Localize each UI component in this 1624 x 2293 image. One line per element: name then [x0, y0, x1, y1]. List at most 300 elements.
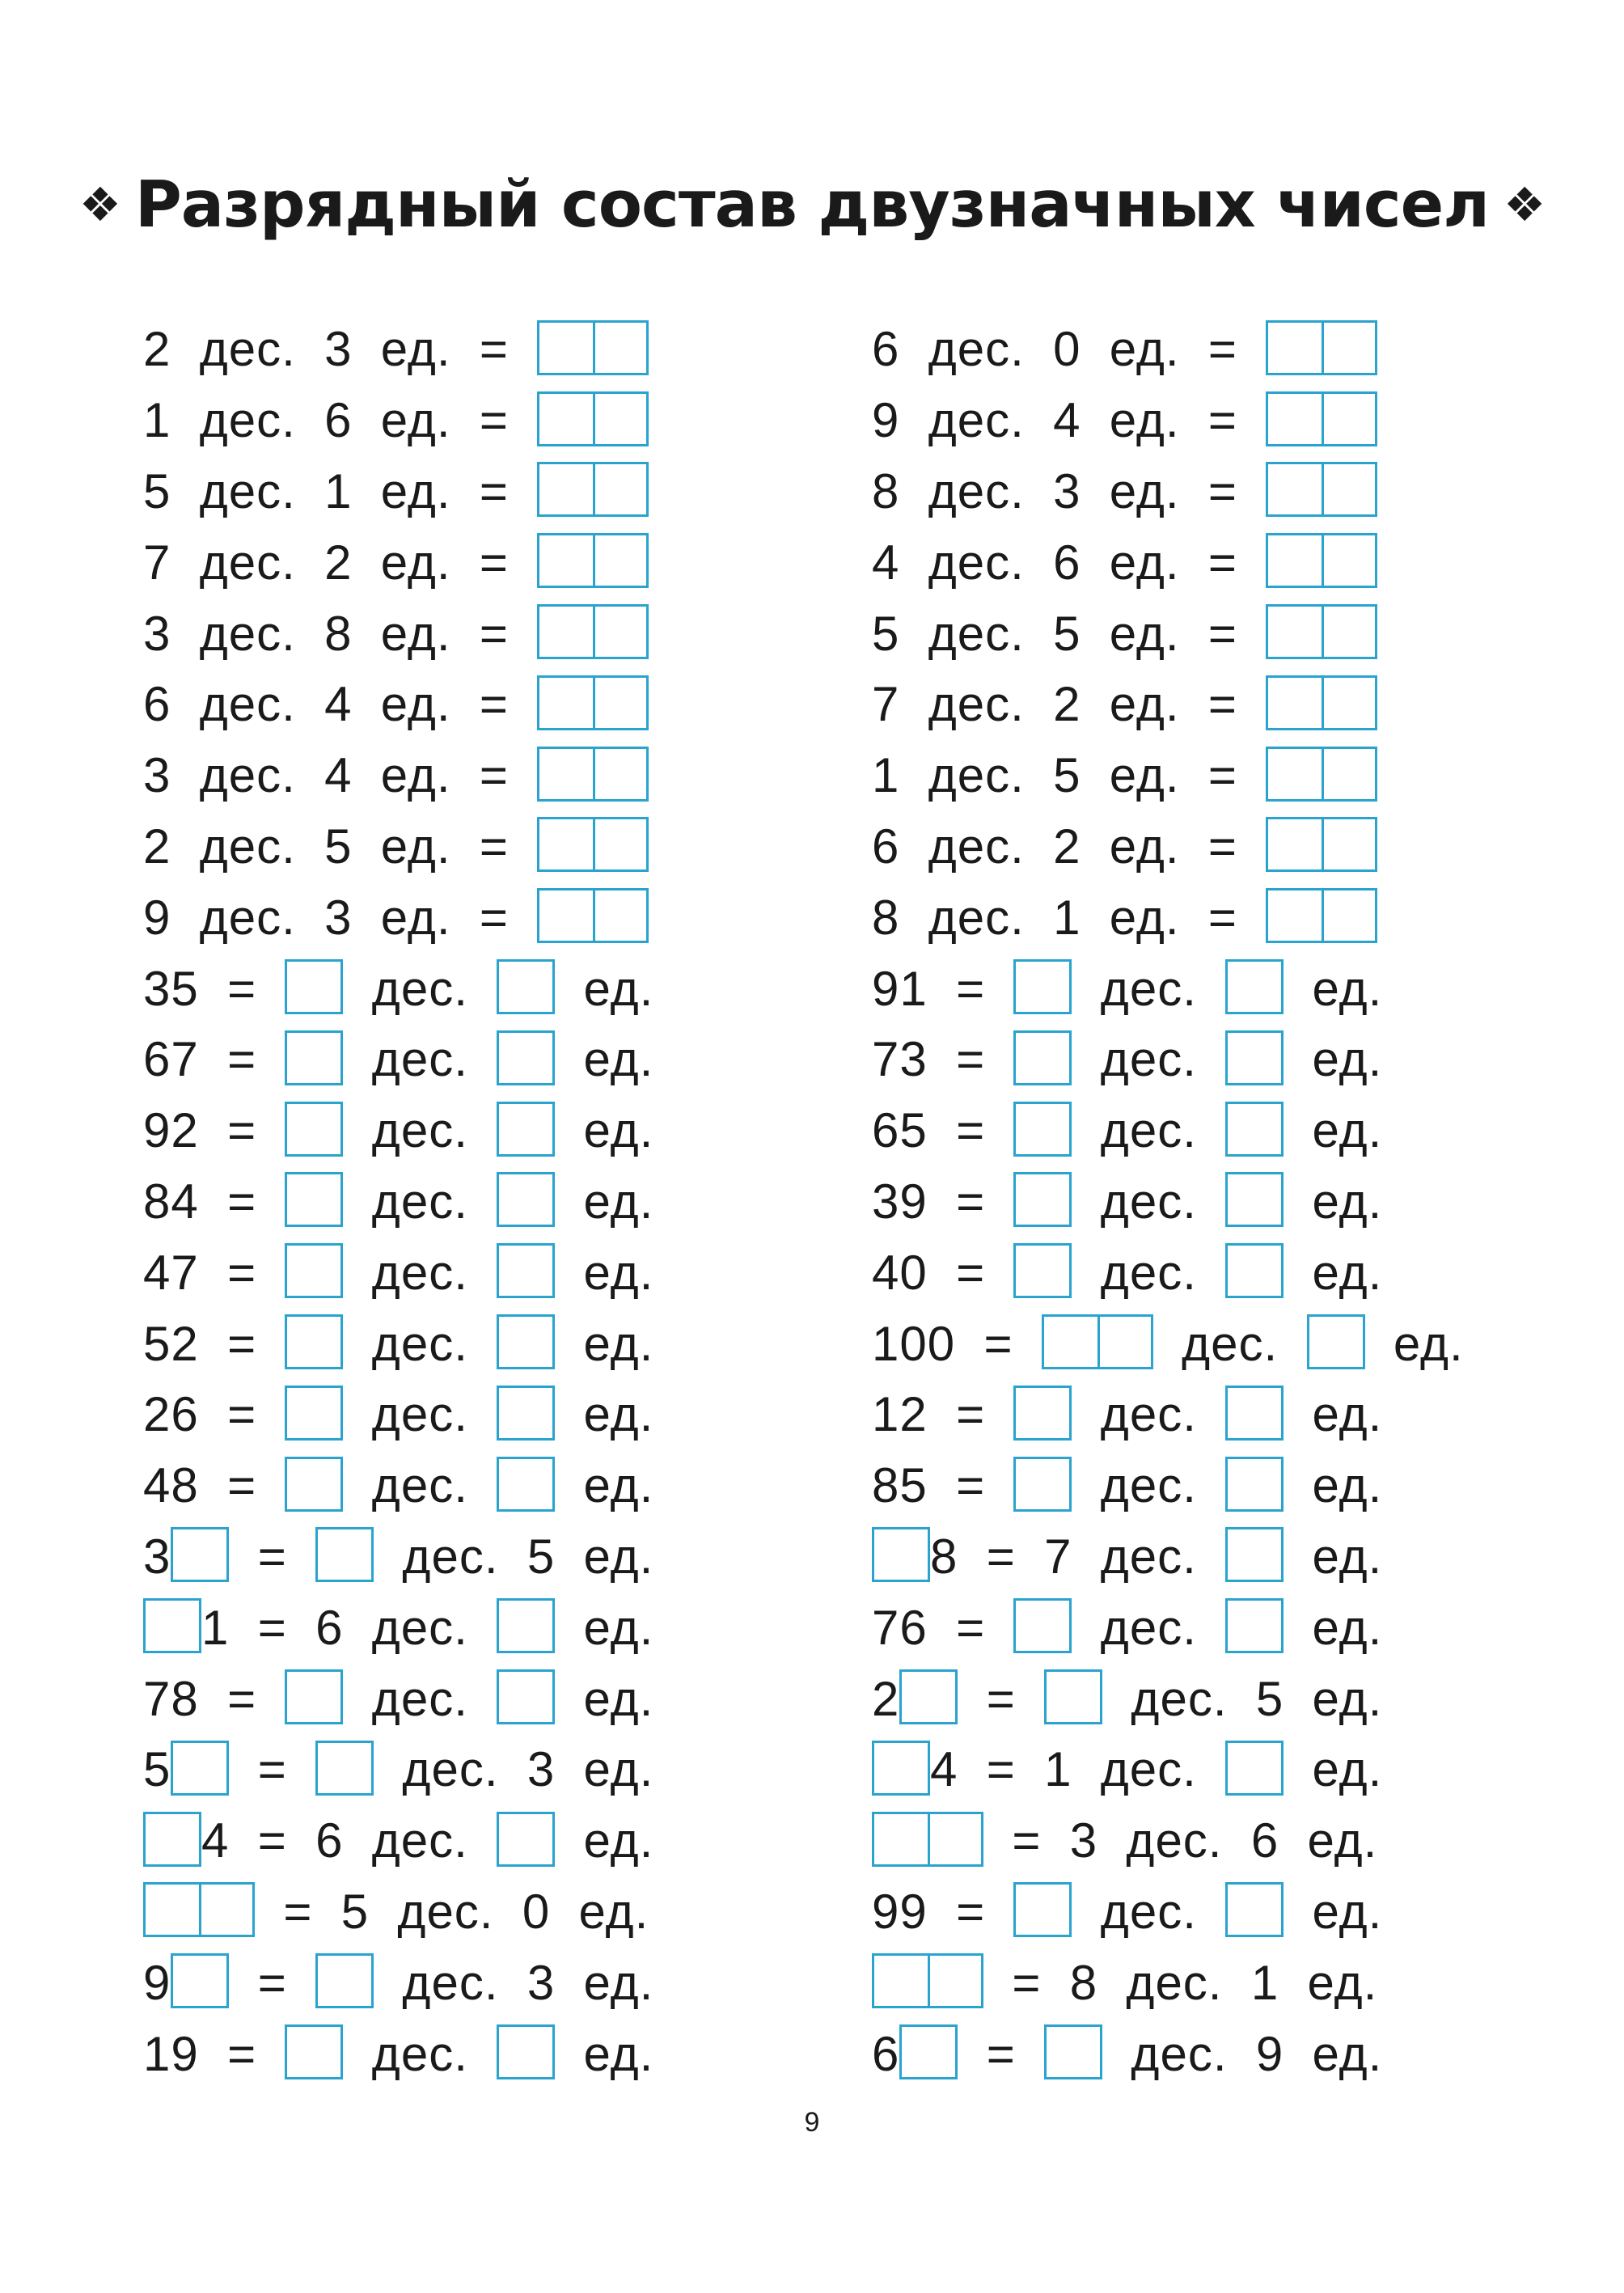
answer-box-two-digit[interactable] [537, 462, 649, 517]
answer-box[interactable] [1225, 1527, 1284, 1582]
answer-cell[interactable] [593, 394, 646, 444]
answer-cell[interactable] [593, 891, 646, 941]
answer-box[interactable] [285, 1102, 343, 1157]
answer-box-two-digit[interactable] [1266, 675, 1377, 730]
exercise-text: 40 = [872, 1245, 1014, 1300]
answer-box-two-digit[interactable] [1266, 462, 1377, 517]
answer-box[interactable] [171, 1741, 229, 1796]
answer-box[interactable] [285, 1457, 343, 1512]
answer-cell[interactable] [1228, 1601, 1281, 1651]
answer-cell[interactable] [287, 1317, 340, 1367]
answer-cell[interactable] [593, 749, 646, 799]
answer-box[interactable] [1013, 1243, 1072, 1298]
exercise-text: 67 = [143, 1032, 285, 1087]
exercise-text: 9 [143, 1955, 171, 2010]
answer-box[interactable] [497, 2024, 555, 2079]
exercise-text: ед. [1284, 1529, 1383, 1584]
exercise-text: 8 дес. 3 ед. = [872, 463, 1267, 518]
exercise-line [872, 314, 1464, 385]
answer-cell[interactable] [499, 1246, 552, 1296]
exercise-line [872, 1521, 1464, 1593]
answer-cell[interactable] [499, 1317, 552, 1367]
answer-cell[interactable] [539, 394, 593, 444]
exercise-line [143, 811, 653, 882]
answer-box[interactable] [1013, 1882, 1072, 1937]
answer-cell[interactable] [1268, 607, 1322, 657]
exercise-text: ед. [1284, 1742, 1383, 1797]
answer-cell[interactable] [1309, 1317, 1363, 1367]
exercise-text: 6 дес. 2 ед. = [872, 819, 1267, 874]
answer-box-two-digit[interactable] [537, 320, 649, 375]
exercise-line [872, 740, 1464, 811]
exercise-text: ед. [1284, 1458, 1383, 1513]
exercise-text: дес. [343, 961, 497, 1016]
exercise-text: 85 = [872, 1458, 1014, 1513]
exercise-text: дес. [1072, 1245, 1226, 1300]
exercise-text: 3 [143, 1529, 171, 1584]
exercise-text: ед. [555, 1671, 654, 1726]
page-title [0, 160, 1624, 254]
answer-cell[interactable] [539, 535, 593, 586]
exercise-text: ед. [555, 1316, 654, 1371]
answer-cell[interactable] [146, 1885, 199, 1935]
exercise-text: дес. [1152, 1316, 1307, 1371]
answer-cell[interactable] [499, 1601, 552, 1651]
exercise-text: 73 = [872, 1032, 1014, 1087]
answer-cell[interactable] [874, 1814, 928, 1864]
answer-box[interactable] [285, 2024, 343, 2079]
exercise-text: ед. [555, 1174, 654, 1229]
exercise-line [143, 1521, 653, 1593]
exercise-line [143, 527, 653, 598]
answer-cell[interactable] [874, 1956, 928, 2006]
answer-box-two-digit[interactable] [1266, 604, 1377, 659]
answer-box[interactable] [285, 1243, 343, 1298]
answer-box[interactable] [1044, 1669, 1102, 1724]
answer-box-two-digit[interactable] [537, 533, 649, 588]
answer-cell[interactable] [499, 2027, 552, 2077]
exercise-line [872, 1663, 1464, 1734]
exercise-text: дес. [343, 1671, 497, 1726]
exercise-text: 6 [872, 2026, 900, 2081]
answer-cell[interactable] [902, 2027, 955, 2077]
title-text: Разрядный состав двузначных чисел [134, 167, 1490, 242]
exercise-text: дес. [1072, 1387, 1226, 1442]
answer-box[interactable] [285, 1172, 343, 1227]
answer-box[interactable] [1225, 959, 1284, 1014]
answer-box[interactable] [497, 1102, 555, 1157]
exercise-text: 91 = [872, 961, 1014, 1016]
answer-cell[interactable] [287, 1459, 340, 1509]
exercise-line [143, 669, 653, 740]
answer-box[interactable] [497, 1669, 555, 1724]
exercise-text: 52 = [143, 1316, 285, 1371]
answer-cell[interactable] [1097, 1317, 1151, 1367]
answer-cell[interactable] [173, 1743, 226, 1793]
answer-box-two-digit[interactable] [1266, 817, 1377, 872]
exercise-text: ед. [1284, 1103, 1383, 1158]
exercise-text: 78 = [143, 1671, 285, 1726]
answer-box[interactable] [1225, 1457, 1284, 1512]
exercise-line [143, 1663, 653, 1734]
exercise-text: 1 дес. 6 ед. = [143, 393, 538, 448]
exercise-text: 1 = 6 дес. [201, 1600, 497, 1655]
answer-box-two-digit[interactable] [1266, 747, 1377, 802]
exercise-text: ед. [555, 1032, 654, 1087]
exercise-text: ед. [1284, 1032, 1383, 1087]
answer-cell[interactable] [1016, 962, 1069, 1012]
exercise-line [872, 811, 1464, 882]
exercise-text: 8 дес. 1 ед. = [872, 890, 1267, 945]
answer-cell[interactable] [287, 1104, 340, 1154]
answer-cell[interactable] [287, 1672, 340, 1722]
answer-cell[interactable] [287, 1033, 340, 1083]
exercise-line [872, 1237, 1464, 1308]
exercise-text: ед. [1284, 961, 1383, 1016]
answer-cell[interactable] [1044, 1317, 1097, 1367]
answer-cell[interactable] [539, 891, 593, 941]
exercise-line [143, 1734, 653, 1805]
answer-box[interactable] [497, 1030, 555, 1085]
answer-box[interactable] [497, 1386, 555, 1441]
exercise-text: ед. [1284, 1174, 1383, 1229]
answer-cell[interactable] [499, 1104, 552, 1154]
answer-box[interactable] [1013, 1030, 1072, 1085]
answer-box[interactable] [171, 1953, 229, 2008]
answer-box-two-digit[interactable] [537, 817, 649, 872]
exercise-line [143, 598, 653, 669]
exercise-text: 3 дес. 8 ед. = [143, 606, 538, 661]
exercise-text: 65 = [872, 1103, 1014, 1158]
answer-cell[interactable] [1228, 1885, 1281, 1935]
answer-box[interactable] [899, 1669, 958, 1724]
answer-cell[interactable] [1228, 1743, 1281, 1793]
answer-cell[interactable] [318, 1956, 371, 2006]
answer-cell[interactable] [287, 1246, 340, 1296]
exercise-text: ед. [555, 1458, 654, 1513]
answer-cell[interactable] [1322, 464, 1375, 514]
exercise-text: 3 дес. 4 ед. = [143, 748, 538, 803]
answer-box[interactable] [285, 1314, 343, 1369]
exercise-text: дес. 3 ед. [374, 1742, 654, 1797]
answer-cell[interactable] [1268, 891, 1322, 941]
exercise-line [143, 1095, 653, 1166]
exercise-text: 1 дес. 5 ед. = [872, 748, 1267, 803]
exercise-line [872, 385, 1464, 456]
answer-cell[interactable] [1016, 1246, 1069, 1296]
answer-cell[interactable] [539, 323, 593, 373]
answer-box-two-digit[interactable] [1266, 320, 1377, 375]
exercise-line [872, 882, 1464, 953]
answer-box[interactable] [285, 1030, 343, 1085]
answer-box[interactable] [497, 1172, 555, 1227]
exercise-line [872, 527, 1464, 598]
answer-box-two-digit[interactable] [872, 1953, 983, 2008]
exercise-text: 12 = [872, 1387, 1014, 1442]
exercise-line [872, 598, 1464, 669]
answer-box[interactable] [315, 1953, 374, 2008]
answer-cell[interactable] [593, 819, 646, 869]
exercise-text: дес. [343, 2026, 497, 2081]
exercise-text: ед. [1284, 1884, 1383, 1939]
exercise-text: 19 = [143, 2026, 285, 2081]
answer-cell[interactable] [1228, 1529, 1281, 1580]
answer-cell[interactable] [499, 1814, 552, 1864]
answer-cell[interactable] [1268, 749, 1322, 799]
exercise-text: 7 дес. 2 ед. = [872, 677, 1267, 732]
answer-cell[interactable] [1322, 535, 1375, 586]
exercise-text: ед. [555, 1813, 654, 1868]
exercise-text: ед. [1284, 1600, 1383, 1655]
answer-box-two-digit[interactable] [537, 391, 649, 446]
exercise-text: 76 = [872, 1600, 1014, 1655]
answer-cell[interactable] [902, 1672, 955, 1722]
answer-cell[interactable] [1016, 1459, 1069, 1509]
answer-cell[interactable] [499, 1174, 552, 1225]
answer-box[interactable] [285, 1386, 343, 1441]
exercise-line [872, 1024, 1464, 1095]
answer-cell[interactable] [928, 1956, 981, 2006]
exercise-text: дес. [343, 1316, 497, 1371]
answer-cell[interactable] [593, 607, 646, 657]
exercise-text: 48 = [143, 1458, 285, 1513]
answer-box-two-digit[interactable] [1042, 1314, 1153, 1369]
exercise-text: = [958, 2026, 1045, 2081]
exercise-text: 100 = [872, 1316, 1042, 1371]
exercise-text: ед. [1364, 1316, 1464, 1371]
answer-cell[interactable] [1268, 535, 1322, 586]
answer-cell[interactable] [1016, 1033, 1069, 1083]
exercise-text: = 8 дес. 1 ед. [983, 1955, 1378, 2010]
exercise-line [143, 1237, 653, 1308]
answer-box[interactable] [497, 1598, 555, 1653]
answer-box[interactable] [497, 1243, 555, 1298]
exercise-text: ед. [555, 1600, 654, 1655]
answer-box[interactable] [497, 1314, 555, 1369]
answer-box[interactable] [497, 1457, 555, 1512]
answer-cell[interactable] [1322, 323, 1375, 373]
exercise-line [872, 456, 1464, 527]
answer-cell[interactable] [146, 1814, 199, 1864]
answer-cell[interactable] [1228, 1388, 1281, 1438]
exercise-text: 35 = [143, 961, 285, 1016]
answer-cell[interactable] [593, 323, 646, 373]
answer-box[interactable] [1013, 1598, 1072, 1653]
answer-box-two-digit[interactable] [1266, 391, 1377, 446]
answer-cell[interactable] [1268, 678, 1322, 728]
answer-cell[interactable] [499, 962, 552, 1012]
answer-cell[interactable] [173, 1956, 226, 2006]
exercise-text: 6 дес. 0 ед. = [872, 322, 1267, 377]
answer-box[interactable] [143, 1598, 201, 1653]
exercise-text: = [229, 1742, 316, 1797]
exercise-text: = [958, 1671, 1045, 1726]
answer-cell[interactable] [593, 464, 646, 514]
exercise-line [872, 1166, 1464, 1237]
exercise-line [143, 740, 653, 811]
answer-cell[interactable] [1322, 749, 1375, 799]
exercise-line [872, 1734, 1464, 1805]
answer-cell[interactable] [1322, 819, 1375, 869]
exercise-text: дес. 9 ед. [1102, 2026, 1383, 2081]
answer-cell[interactable] [287, 2027, 340, 2077]
answer-cell[interactable] [539, 607, 593, 657]
exercise-line [872, 2018, 1464, 2089]
exercise-line [872, 953, 1464, 1024]
answer-box[interactable] [1013, 1172, 1072, 1227]
exercise-text: дес. [343, 1387, 497, 1442]
answer-cell[interactable] [173, 1529, 226, 1580]
answer-cell[interactable] [287, 1388, 340, 1438]
exercise-text: 5 [143, 1742, 171, 1797]
answer-box[interactable] [497, 1812, 555, 1867]
exercise-text: 84 = [143, 1174, 285, 1229]
answer-cell[interactable] [146, 1601, 199, 1651]
answer-cell[interactable] [874, 1529, 928, 1580]
exercise-line [143, 314, 653, 385]
answer-box[interactable] [1044, 2024, 1102, 2079]
answer-cell[interactable] [539, 464, 593, 514]
answer-box-two-digit[interactable] [872, 1812, 983, 1867]
answer-cell[interactable] [1228, 1459, 1281, 1509]
answer-box[interactable] [1013, 1102, 1072, 1157]
answer-box[interactable] [1225, 1598, 1284, 1653]
answer-cell[interactable] [1016, 1885, 1069, 1935]
exercise-text: дес. [343, 1458, 497, 1513]
answer-cell[interactable] [499, 1388, 552, 1438]
answer-box-two-digit[interactable] [1266, 533, 1377, 588]
answer-box[interactable] [143, 1812, 201, 1867]
answer-cell[interactable] [287, 962, 340, 1012]
diamond-ornament-icon: ❖ [78, 176, 121, 232]
answer-box[interactable] [1013, 1457, 1072, 1512]
answer-box[interactable] [1225, 1882, 1284, 1937]
answer-box[interactable] [497, 959, 555, 1014]
answer-cell[interactable] [287, 1174, 340, 1225]
exercise-text: дес. [343, 1032, 497, 1087]
answer-cell[interactable] [1322, 891, 1375, 941]
answer-cell[interactable] [593, 535, 646, 586]
exercise-text: 4 = 1 дес. [930, 1742, 1226, 1797]
exercise-line [872, 1805, 1464, 1876]
answer-box[interactable] [285, 959, 343, 1014]
answer-cell[interactable] [1016, 1388, 1069, 1438]
answer-cell[interactable] [318, 1743, 371, 1793]
exercise-text: ед. [555, 1245, 654, 1300]
answer-box-two-digit[interactable] [537, 604, 649, 659]
answer-cell[interactable] [539, 678, 593, 728]
answer-cell[interactable] [499, 1033, 552, 1083]
answer-cell[interactable] [539, 749, 593, 799]
answer-cell[interactable] [539, 819, 593, 869]
answer-box[interactable] [872, 1527, 930, 1582]
answer-cell[interactable] [1268, 323, 1322, 373]
answer-box[interactable] [1225, 1741, 1284, 1796]
exercise-text: = [229, 1955, 316, 2010]
exercise-text: 99 = [872, 1884, 1014, 1939]
answer-cell[interactable] [1016, 1174, 1069, 1225]
answer-cell[interactable] [1268, 394, 1322, 444]
exercise-line [143, 456, 653, 527]
answer-cell[interactable] [1228, 1104, 1281, 1154]
exercise-line [143, 1876, 653, 1948]
answer-cell[interactable] [499, 1459, 552, 1509]
answer-cell[interactable] [1047, 2027, 1100, 2077]
exercise-text: дес. [1072, 1103, 1226, 1158]
answer-box[interactable] [1013, 1386, 1072, 1441]
exercise-line [872, 1592, 1464, 1663]
answer-cell[interactable] [1268, 819, 1322, 869]
answer-cell[interactable] [593, 678, 646, 728]
answer-box[interactable] [899, 2024, 958, 2079]
answer-cell[interactable] [1047, 1672, 1100, 1722]
answer-box[interactable] [1225, 1030, 1284, 1085]
exercise-column-left [143, 314, 653, 2089]
answer-box[interactable] [1225, 1172, 1284, 1227]
answer-box-two-digit[interactable] [1266, 888, 1377, 943]
exercise-text: дес. [1072, 1032, 1226, 1087]
answer-box[interactable] [315, 1527, 374, 1582]
exercise-line [143, 1024, 653, 1095]
exercise-line [872, 1379, 1464, 1450]
answer-box[interactable] [872, 1741, 930, 1796]
answer-cell[interactable] [1268, 464, 1322, 514]
answer-cell[interactable] [1228, 1174, 1281, 1225]
exercise-text: дес. 3 ед. [374, 1955, 654, 2010]
exercise-text: 4 дес. 6 ед. = [872, 535, 1267, 590]
answer-box[interactable] [1225, 1386, 1284, 1441]
answer-box[interactable] [315, 1741, 374, 1796]
exercise-text: 5 дес. 1 ед. = [143, 463, 538, 518]
answer-cell[interactable] [1322, 607, 1375, 657]
answer-box[interactable] [1013, 959, 1072, 1014]
answer-box[interactable] [285, 1669, 343, 1724]
exercise-line [143, 2018, 653, 2089]
answer-cell[interactable] [1228, 1246, 1281, 1296]
answer-cell[interactable] [928, 1814, 981, 1864]
answer-box[interactable] [1307, 1314, 1365, 1369]
exercise-line [143, 1450, 653, 1521]
exercise-text: 26 = [143, 1387, 285, 1442]
answer-cell[interactable] [499, 1672, 552, 1722]
answer-box-two-digit[interactable] [537, 675, 649, 730]
answer-cell[interactable] [1322, 678, 1375, 728]
exercise-line [143, 1947, 653, 2018]
answer-cell[interactable] [1228, 962, 1281, 1012]
answer-cell[interactable] [1228, 1033, 1281, 1083]
answer-box-two-digit[interactable] [537, 888, 649, 943]
answer-cell[interactable] [318, 1529, 371, 1580]
exercise-line [872, 1095, 1464, 1166]
answer-cell[interactable] [1322, 394, 1375, 444]
answer-box-two-digit[interactable] [537, 747, 649, 802]
exercise-text: дес. [1072, 961, 1226, 1016]
answer-cell[interactable] [1016, 1104, 1069, 1154]
exercise-text: 8 = 7 дес. [930, 1529, 1226, 1584]
exercise-line [143, 1308, 653, 1379]
exercise-text: дес. [1072, 1174, 1226, 1229]
answer-box[interactable] [171, 1527, 229, 1582]
exercise-text: ед. [555, 1103, 654, 1158]
answer-box[interactable] [1225, 1102, 1284, 1157]
answer-cell[interactable] [199, 1885, 252, 1935]
answer-cell[interactable] [1016, 1601, 1069, 1651]
answer-cell[interactable] [874, 1743, 928, 1793]
exercise-text: дес. [343, 1103, 497, 1158]
exercise-text: 4 = 6 дес. [201, 1813, 497, 1868]
answer-box-two-digit[interactable] [143, 1882, 255, 1937]
answer-box[interactable] [1225, 1243, 1284, 1298]
